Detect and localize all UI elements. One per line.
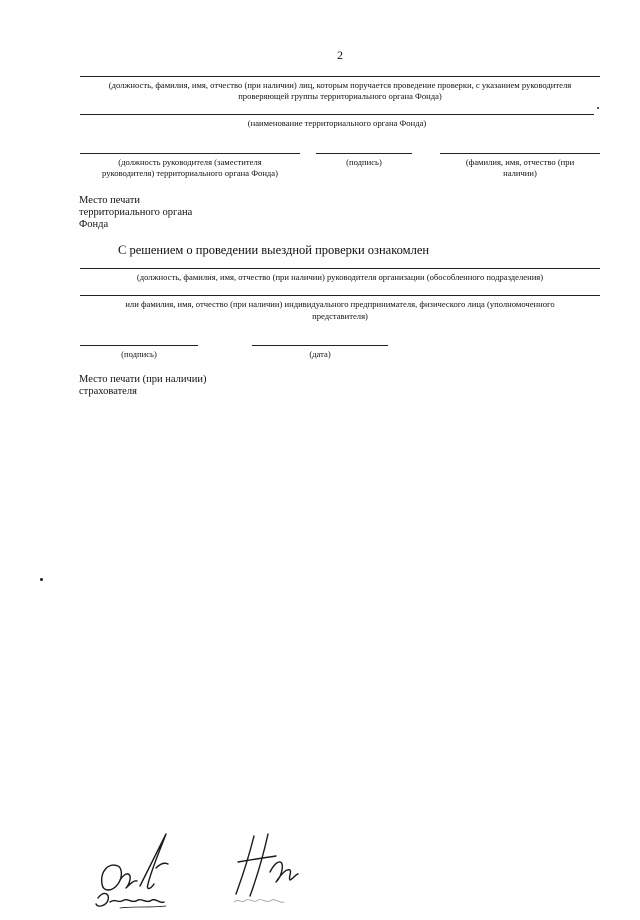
acknowledgement-signature-line (80, 345, 198, 346)
acknowledgement-caption1: (должность, фамилия, имя, отчество (при наличии) руководителя организации (обособленного подразделения) (136, 272, 544, 282)
acknowledgement-caption2-line2: представителя) (312, 311, 368, 321)
insurer-seal-line2: страхователя (79, 386, 137, 397)
fund-seal-line3: Фонда (79, 219, 109, 230)
acknowledgement-date-line (252, 345, 388, 346)
handwritten-signature-right (224, 832, 314, 920)
inspectors-field-line (80, 76, 600, 77)
approver-signature-line (316, 153, 412, 154)
inspectors-caption-line1: (должность, фамилия, имя, отчество (при наличии) лиц, которым поручается проведение проверки, с указанием руководителя (108, 80, 572, 90)
approver-name-caption-line2: наличии) (503, 168, 537, 178)
fund-seal-label (79, 195, 192, 231)
fund-body-field-line (80, 114, 594, 115)
approver-name-caption-line1: (фамилия, имя, отчество (при (465, 157, 575, 167)
fund-seal-line2: территориального органа (79, 207, 193, 218)
approver-signature-caption: (подпись) (346, 157, 382, 167)
fund-body-caption: (наименование территориального органа Фонда) (247, 118, 427, 128)
scan-speck (597, 107, 599, 109)
acknowledgement-heading: С решением о проведении выездной проверки ознакомлен (118, 243, 430, 257)
acknowledgement-field-line1 (80, 268, 600, 269)
insurer-seal-label (79, 374, 206, 398)
approver-name-line (440, 153, 600, 154)
insurer-seal-line1: Место печати (при наличии) (79, 374, 207, 385)
approver-position-caption-line1: (должность руководителя (заместителя (118, 157, 262, 167)
page-number: 2 (337, 48, 343, 62)
handwritten-signature-left (90, 828, 180, 918)
acknowledgement-date-caption: (дата) (309, 349, 331, 359)
approver-position-line (80, 153, 300, 154)
scan-speck (40, 578, 43, 581)
approver-position-caption-line2: руководителя) территориального органа Фонда) (102, 168, 278, 178)
acknowledgement-caption2-line1: или фамилия, имя, отчество (при наличии) индивидуального предпринимателя, физического лица (уполномоченного (125, 299, 555, 309)
fund-seal-line1: Место печати (79, 195, 141, 206)
inspectors-caption-line2: проверяющей группы территориального органа Фонда) (238, 91, 442, 101)
acknowledgement-signature-caption: (подпись) (121, 349, 157, 359)
acknowledgement-field-line2 (80, 295, 600, 296)
